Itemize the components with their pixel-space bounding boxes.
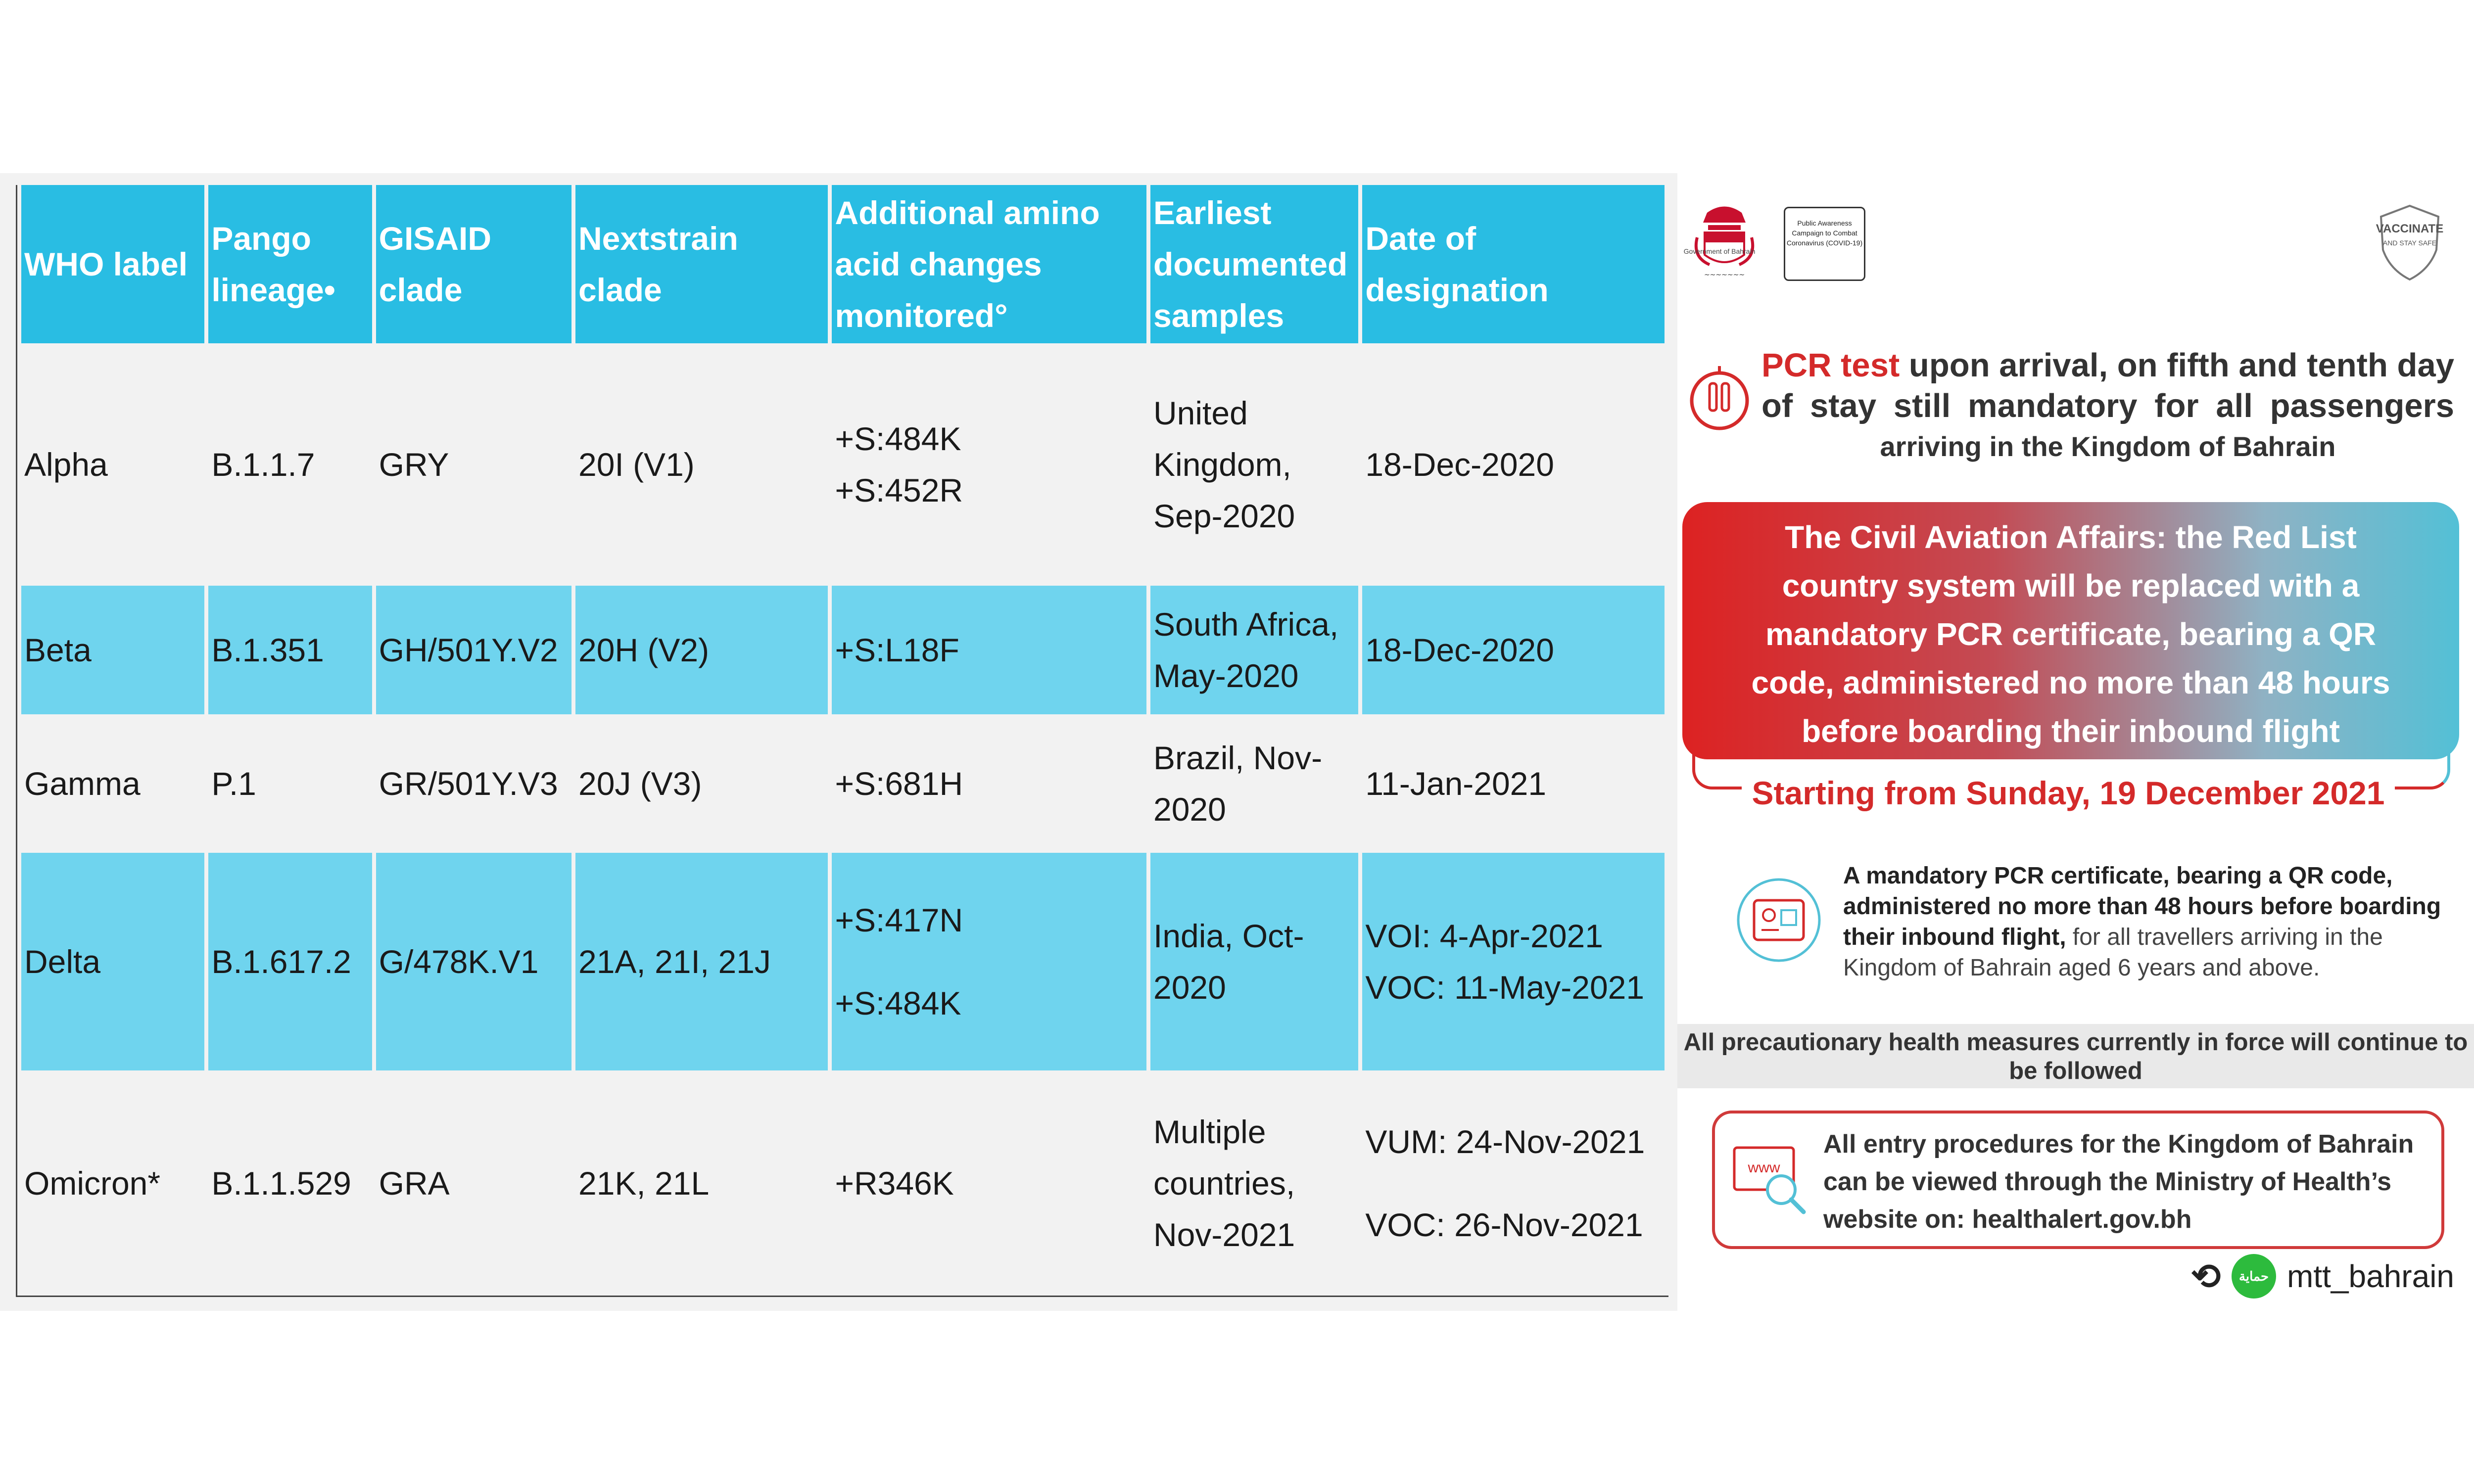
header-pango-lineage: Pango lineage• [208, 185, 372, 343]
pcr-headline-rest: upon arrival, on fifth and tenth day of stay still mandatory for all passengers [1761, 347, 2454, 424]
certificate-info-bold: A mandatory PCR certificate, bearing a QR code, administered no more than 48 hours before boarding their inbound flight, [1843, 863, 2441, 950]
amino-change: +S:417N [835, 902, 963, 938]
cell-nextstrain: 21K, 21L [575, 1070, 828, 1296]
pcr-subline: arriving in the Kingdom of Bahrain [1880, 431, 2336, 462]
header-who-label: WHO label [21, 185, 204, 343]
cell-gisaid: GRA [376, 1070, 571, 1296]
cell-samples: Brazil, Nov-2020 [1150, 714, 1358, 853]
cell-gisaid: G/478K.V1 [376, 853, 571, 1070]
variants-table-panel [0, 173, 1677, 1311]
account-logo: حماية [2232, 1254, 2276, 1298]
cell-gisaid: GH/501Y.V2 [376, 586, 571, 714]
cell-gisaid: GRY [376, 343, 571, 586]
website-search-icon [1729, 1138, 1811, 1217]
cell-amino: +S:L18F [832, 586, 1146, 714]
account-handle: mtt_bahrain [2287, 1258, 2454, 1294]
www-label: www [1748, 1159, 1780, 1176]
cell-who: Omicron* [21, 1070, 204, 1296]
cell-pango: B.1.351 [208, 586, 372, 714]
amino-change: +S:452R [835, 472, 963, 509]
campaign-box: Public Awareness Campaign to Combat Coronavirus (COVID-19) [1784, 207, 1865, 281]
cell-who: Gamma [21, 714, 204, 853]
vaccinate-label [2375, 223, 2444, 249]
cell-amino: +R346K [832, 1070, 1146, 1296]
table-row [21, 343, 1665, 586]
header-amino-acid-changes: Additional amino acid changes monitored° [832, 185, 1146, 343]
cell-pango: P.1 [208, 714, 372, 853]
date-line: VUM: 24-Nov-2021 [1365, 1123, 1645, 1160]
cell-amino [832, 343, 1146, 586]
header-gisaid-clade: GISAID clade [376, 185, 571, 343]
vaccinate-title: VACCINATE [2376, 222, 2444, 235]
repost-icon: ⟲ [2190, 1257, 2221, 1297]
cell-who: Beta [21, 586, 204, 714]
cell-samples: South Africa, May-2020 [1150, 586, 1358, 714]
cell-who: Delta [21, 853, 204, 1070]
certificate-info [1843, 861, 2452, 983]
entry-procedures-text: All entry procedures for the Kingdom of Bahrain can be viewed through the Ministry of Health’s website on: healthalert.gov.bh [1823, 1130, 2414, 1234]
certificate-info-rest: for all travellers arriving in the Kingdom of Bahrain aged 6 years and above. [1843, 924, 2383, 981]
test-tube-icon [1687, 366, 1752, 430]
variants-table [16, 185, 1668, 1297]
date-line: VOC: 26-Nov-2021 [1365, 1206, 1643, 1243]
cell-samples: United Kingdom, Sep-2020 [1150, 343, 1358, 586]
cell-date: 11-Jan-2021 [1362, 714, 1665, 853]
cell-nextstrain: 21A, 21I, 21J [575, 853, 828, 1070]
cell-amino [832, 853, 1146, 1070]
date-line: VOC: 11-May-2021 [1365, 969, 1645, 1006]
certificate-qr-icon [1734, 876, 1823, 965]
header-earliest-samples: Earliest documented samples [1150, 185, 1358, 343]
bahrain-emblem-icon [1687, 203, 1761, 287]
pcr-headline [1761, 345, 2454, 426]
table-header-row [21, 185, 1665, 343]
table-row [21, 853, 1665, 1070]
cell-pango: B.1.617.2 [208, 853, 372, 1070]
cell-date: 18-Dec-2020 [1362, 343, 1665, 586]
cell-gisaid: GR/501Y.V3 [376, 714, 571, 853]
cell-pango: B.1.1.529 [208, 1070, 372, 1296]
cell-date [1362, 1070, 1665, 1296]
cell-nextstrain: 20H (V2) [575, 586, 828, 714]
amino-change: +S:484K [835, 420, 961, 457]
emblem-caption: Government of Bahrain [1683, 247, 1756, 255]
vaccinate-subtitle: AND STAY SAFE [2382, 239, 2437, 247]
cell-nextstrain: 20I (V1) [575, 343, 828, 586]
pcr-highlight: PCR test [1761, 347, 1900, 384]
date-line: VOI: 4-Apr-2021 [1365, 918, 1603, 954]
bahrain-infographic [1677, 173, 2474, 1316]
cell-pango: B.1.1.7 [208, 343, 372, 586]
cell-samples: India, Oct-2020 [1150, 853, 1358, 1070]
cell-date: 18-Dec-2020 [1362, 586, 1665, 714]
cell-who: Alpha [21, 343, 204, 586]
cell-nextstrain: 20J (V3) [575, 714, 828, 853]
svg-text:~~~~~~~: ~~~~~~~ [1704, 271, 1745, 279]
health-measures-band: All precautionary health measures currently in force will continue to be followed [1677, 1024, 2474, 1088]
cell-amino: +S:681H [832, 714, 1146, 853]
cell-date [1362, 853, 1665, 1070]
cell-samples: Multiple countries, Nov-2021 [1150, 1070, 1358, 1296]
amino-change: +S:484K [835, 985, 961, 1021]
header-nextstrain-clade: Nextstrain clade [575, 185, 828, 343]
red-list-banner: The Civil Aviation Affairs: the Red List country system will be replaced with a mandatory PCR certificate, bearing a QR code, administered no more than 48 hours before boarding their inbound flight [1682, 502, 2459, 759]
start-date-text: Starting from Sunday, 19 December 2021 [1742, 774, 2395, 812]
table-row [21, 714, 1665, 853]
repost-credit [2191, 1252, 2454, 1301]
header-date-designation: Date of designation [1362, 185, 1665, 343]
table-row [21, 586, 1665, 714]
table-row [21, 1070, 1665, 1296]
